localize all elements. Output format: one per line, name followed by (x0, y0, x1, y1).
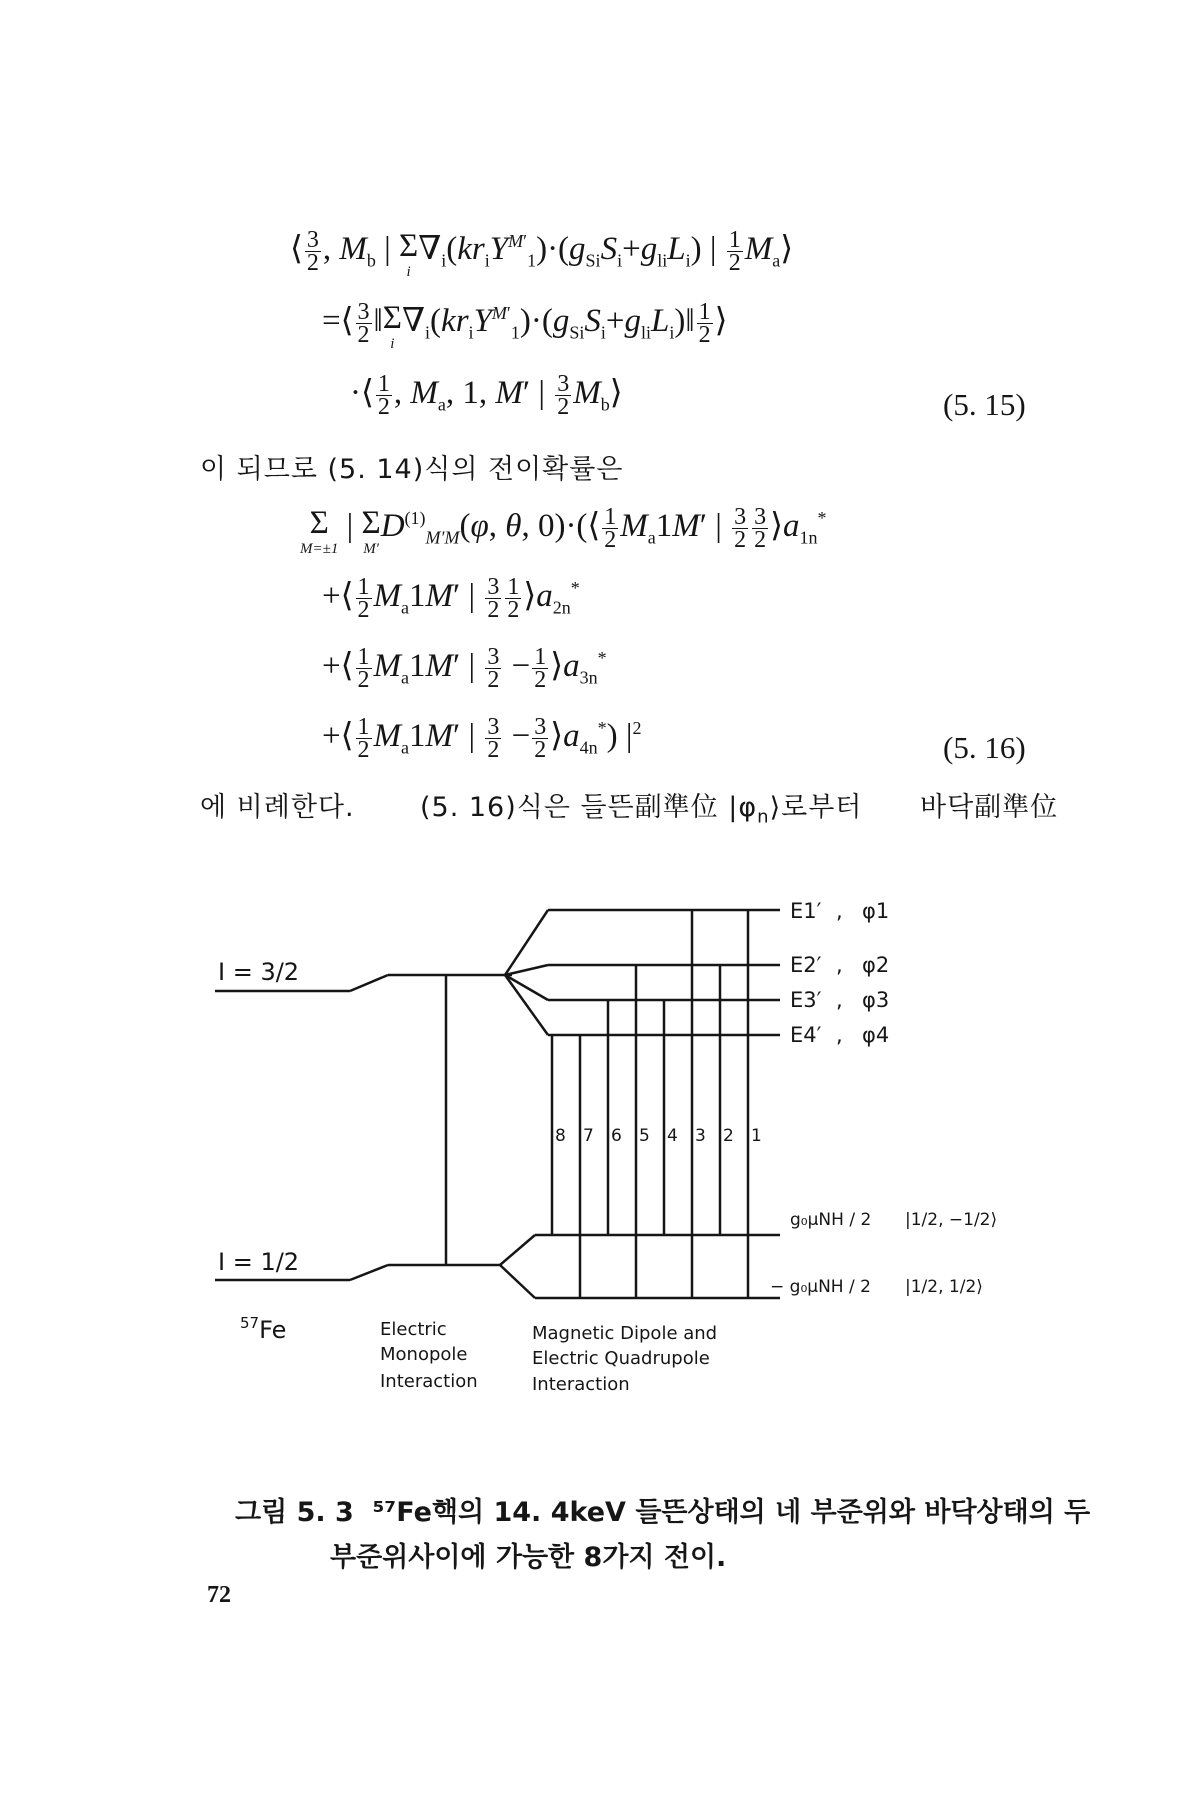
ground-upper-state: |1/2, −1/2⟩ (905, 1210, 998, 1230)
transition-label: 7 (583, 1126, 594, 1146)
level-phi4-label: φ4 (862, 1023, 890, 1047)
level-e2-label: E2′ (790, 953, 822, 977)
transition-label: 6 (611, 1126, 622, 1146)
equation-5-16-line-3: +⟨ $\frac{1}{2}$ $M_a1M'$ | $\frac{3}{2}$ − $\frac{1}{2}$ $⟩a_{3n}^*$ (322, 643, 607, 693)
equation-5-16-line-4: +⟨ $\frac{1}{2}$ $M_a1M'$ | $\frac{3}{2}$ − $\frac{3}{2}$ $⟩a_{4n}^*$) $|^2$ (322, 713, 642, 763)
equation-number-5-15: (5. 15) (943, 387, 1026, 422)
nucleus-label: $^{57}$Fe (240, 1314, 287, 1344)
figure-caption-line-2: 부준위사이에 가능한 8가지 전이. (330, 1542, 727, 1573)
svg-text:,: , (836, 1023, 843, 1047)
svg-text:,: , (836, 953, 843, 977)
equation-5-15-line-3: ·⟨ $\frac{1}{2}$ , $M_a$, 1, M′ | $\frac{3}{2}$ $M_b⟩$ (350, 370, 623, 420)
hyperfine-label-line: Electric Quadrupole (532, 1348, 710, 1369)
level-phi1-label: φ1 (862, 899, 890, 923)
lower-state-label: I = 1/2 (218, 1248, 300, 1276)
equation-5-15-line-1: ⟨ $\frac{3}{2}$ , $M_b$ | Σ i $\nabla_i(kr_iY^{M'}_1)\cdot(g_{Si}S_i+g_{li}L_i)$ | $\frac{1}{2}$ $M_a⟩$ (290, 226, 794, 280)
equation-number-5-16: (5. 16) (943, 730, 1026, 765)
transition-label: 3 (695, 1126, 706, 1146)
ground-lower-energy: − g₀μNH / 2 (770, 1277, 871, 1297)
monopole-label-line: Interaction (380, 1371, 478, 1392)
upper-state-label: I = 3/2 (218, 958, 300, 986)
equation-5-16-line-2: +⟨ $\frac{1}{2}$ $M_a1M'$ | $\frac{3}{2}$ $\frac{1}{2}$ $⟩a_{2n}^*$ (322, 573, 580, 623)
level-e4-label: E4′ (790, 1023, 822, 1047)
transition-label: 5 (639, 1126, 650, 1146)
hyperfine-label-line: Magnetic Dipole and (532, 1323, 718, 1344)
ground-upper-energy: g₀μNH / 2 (790, 1210, 872, 1230)
transition-label: 4 (667, 1126, 678, 1146)
svg-text:,: , (836, 899, 843, 923)
level-phi2-label: φ2 (862, 953, 890, 977)
page-number: 72 (207, 1582, 231, 1608)
hyperfine-label-line: Interaction (532, 1374, 630, 1395)
figure-caption-label: 그림 5. 3 (235, 1497, 354, 1528)
svg-text:,: , (836, 988, 843, 1012)
level-phi3-label: φ3 (862, 988, 890, 1012)
body-text-after-left: 에 비례한다. (200, 792, 355, 823)
monopole-label-line: Electric (380, 1319, 447, 1340)
body-text-after-right: 바닥副準位 (920, 792, 1059, 823)
equation-5-15-line-2: =⟨ $\frac{3}{2}$ ‖Σ i $\nabla_i(kr_iY^{M'}_1)\cdot(g_{Si}S_i+g_{li}L_i)‖$ $\frac{1}{2}$ ⟩ (322, 298, 728, 352)
monopole-label-line: Monopole (380, 1344, 468, 1365)
level-e3-label: E3′ (790, 988, 822, 1012)
energy-level-diagram (0, 880, 1200, 1400)
equation-5-16-line-1: Σ M=±1 | Σ M′ $D^{(1)}_{M'M}(\varphi$, θ, 0)·(⟨ $\frac{1}{2}$ $M_a1M'$ | $\frac{3}{2}$ $\frac{3}{2}$ $⟩a_{1n}^*$ (300, 503, 827, 557)
transition-label: 2 (723, 1126, 734, 1146)
level-e1-label: E1′ (790, 899, 822, 923)
transition-label: 8 (555, 1126, 566, 1146)
body-text-between: 이 되므로 (5. 14)식의 전이확률은 (200, 454, 624, 485)
figure-caption-line-1: 그림 5. 3 ⁵⁷Fe핵의 14. 4keV 들뜬상태의 네 부준위와 바닥상태의 두 (235, 1497, 1091, 1528)
transition-label: 1 (751, 1126, 762, 1146)
ground-lower-state: |1/2, 1/2⟩ (905, 1277, 983, 1297)
body-text-after-mid: (5. 16)식은 들뜬副準位 $|\varphi_n⟩$로부터 (420, 792, 863, 828)
